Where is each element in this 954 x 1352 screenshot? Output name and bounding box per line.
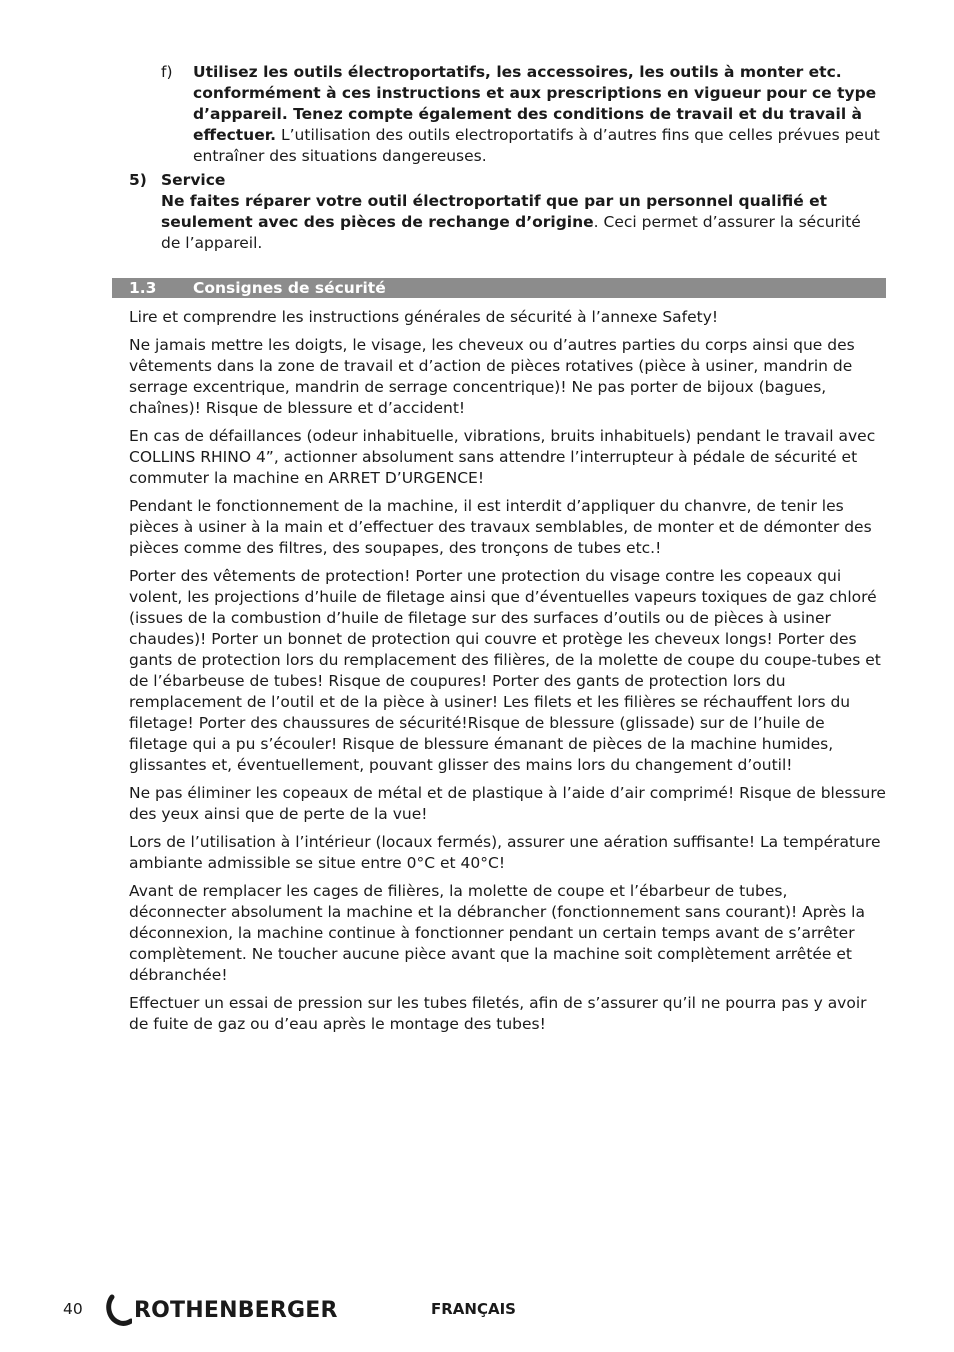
paragraph: Avant de remplacer les cages de filières, la molette de coupe et l’ébarbeur de tubes, déconnecter absolument la machine et la débrancher (fonctionnement sans courant)! Après la déconnexion, la machine continue à fonctionner pendant un certain temps avant de s’arrêter complètement. Ne toucher aucune pièce avant que la machine soit complètement arrêtée et débranchée! xyxy=(129,882,865,984)
list-marker-5: 5) xyxy=(129,171,147,189)
item-5-bold-text: Ne faites réparer votre outil électroportatif que par un personnel qualifié et seulement avec des pièces de rechange d’origine xyxy=(161,192,828,231)
paragraph: Lire et comprendre les instructions générales de sécurité à l’annexe Safety! xyxy=(129,308,719,326)
logo-swoosh-icon xyxy=(106,1293,132,1327)
item-5-text: . Ceci permet d’assurer la sécurité de l’appareil. xyxy=(161,213,861,252)
list-marker-f: f) xyxy=(161,63,173,81)
section-header xyxy=(112,278,886,298)
paragraph: Pendant le fonctionnement de la machine, il est interdit d’appliquer du chanvre, de tenir les pièces à usiner à la main et d’effectuer des travaux semblables, de monter et de démonter des pièces comme des filtres, des soupapes, des tronçons de tubes etc.! xyxy=(129,497,872,557)
section-body xyxy=(129,307,886,1042)
item-f-bold-text: Utilisez les outils électroportatifs, les accessoires, les outils à monter etc. conformément à ces instructions et aux prescriptions en vigueur pour ce type d’appareil. Tenez compte également des conditions de travail et du travail à effectuer. xyxy=(193,63,877,144)
paragraph: Lors de l’utilisation à l’intérieur (locaux fermés), assurer une aération suffisante! La température ambiante admissible se situe entre 0°C et 40°C! xyxy=(129,833,881,872)
brand-logo xyxy=(106,1293,338,1327)
paragraph: Porter des vêtements de protection! Porter une protection du visage contre les copeaux qui volent, les projections d’huile de filetage ainsi que d’éventuelles vapeurs toxiques de gaz chloré (issues de la combustion d’huile de filetage sur des surfaces d’outils ou de pièces à usiner chaudes)! Porter un bonnet de protection qui couvre et protège les cheveux longs! Porter des gants de protection lors du remplacement des filières, de la molette de coupe du coupe-tubes et de l’ébarbeuse de tubes! Risque de coupures! Porter des gants de protection lors du remplacement de l’outil et de la pièce à usiner! Les filets et les filières se réchauffent lors du filetage! Porter des chaussures de sécurité!Risque de blessure (glissade) sur de l’huile de filetage qui a pu s’écouler! Risque de blessure émanant de pièces de la machine humides, glissantes et, éventuellement, pouvant glisser des mains lors du changement d’outil! xyxy=(129,567,881,774)
page-number: 40 xyxy=(63,1300,83,1318)
section-number: 1.3 xyxy=(129,279,157,297)
language-label: FRANÇAIS xyxy=(431,1300,516,1318)
paragraph: Effectuer un essai de pression sur les tubes filetés, afin de s’assurer qu’il ne pourra pas y avoir de fuite de gaz ou d’eau après le montage des tubes! xyxy=(129,994,867,1033)
brand-name: ROTHENBERGER xyxy=(134,1297,338,1323)
paragraph: Ne jamais mettre les doigts, le visage, les cheveux ou d’autres parties du corps ainsi que des vêtements dans la zone de travail et d’action de pièces rotatives (pièce à usiner, mandrin de serrage excentrique, mandrin de serrage concentrique)! Ne pas porter de bijoux (bagues, chaînes)! Risque de blessure et d’accident! xyxy=(129,336,855,417)
list-item-f xyxy=(193,62,883,167)
paragraph: En cas de défaillances (odeur inhabituelle, vibrations, bruits inhabituels) pendant le travail avec COLLINS RHINO 4”, actionner absolument sans attendre l’interrupteur à pédale de sécurité et commuter la machine en ARRET D’URGENCE! xyxy=(129,427,876,487)
item-f-text: L’utilisation des outils electroportatifs à d’autres fins que celles prévues peut entraîner des situations dangereuses. xyxy=(193,126,880,165)
list-item-5 xyxy=(161,170,883,254)
section-title: Consignes de sécurité xyxy=(193,279,386,297)
paragraph: Ne pas éliminer les copeaux de métal et de plastique à l’aide d’air comprimé! Risque de blessure des yeux ainsi que de perte de la vue! xyxy=(129,784,886,823)
item-5-heading: Service xyxy=(161,171,226,189)
page-footer xyxy=(0,1290,954,1330)
